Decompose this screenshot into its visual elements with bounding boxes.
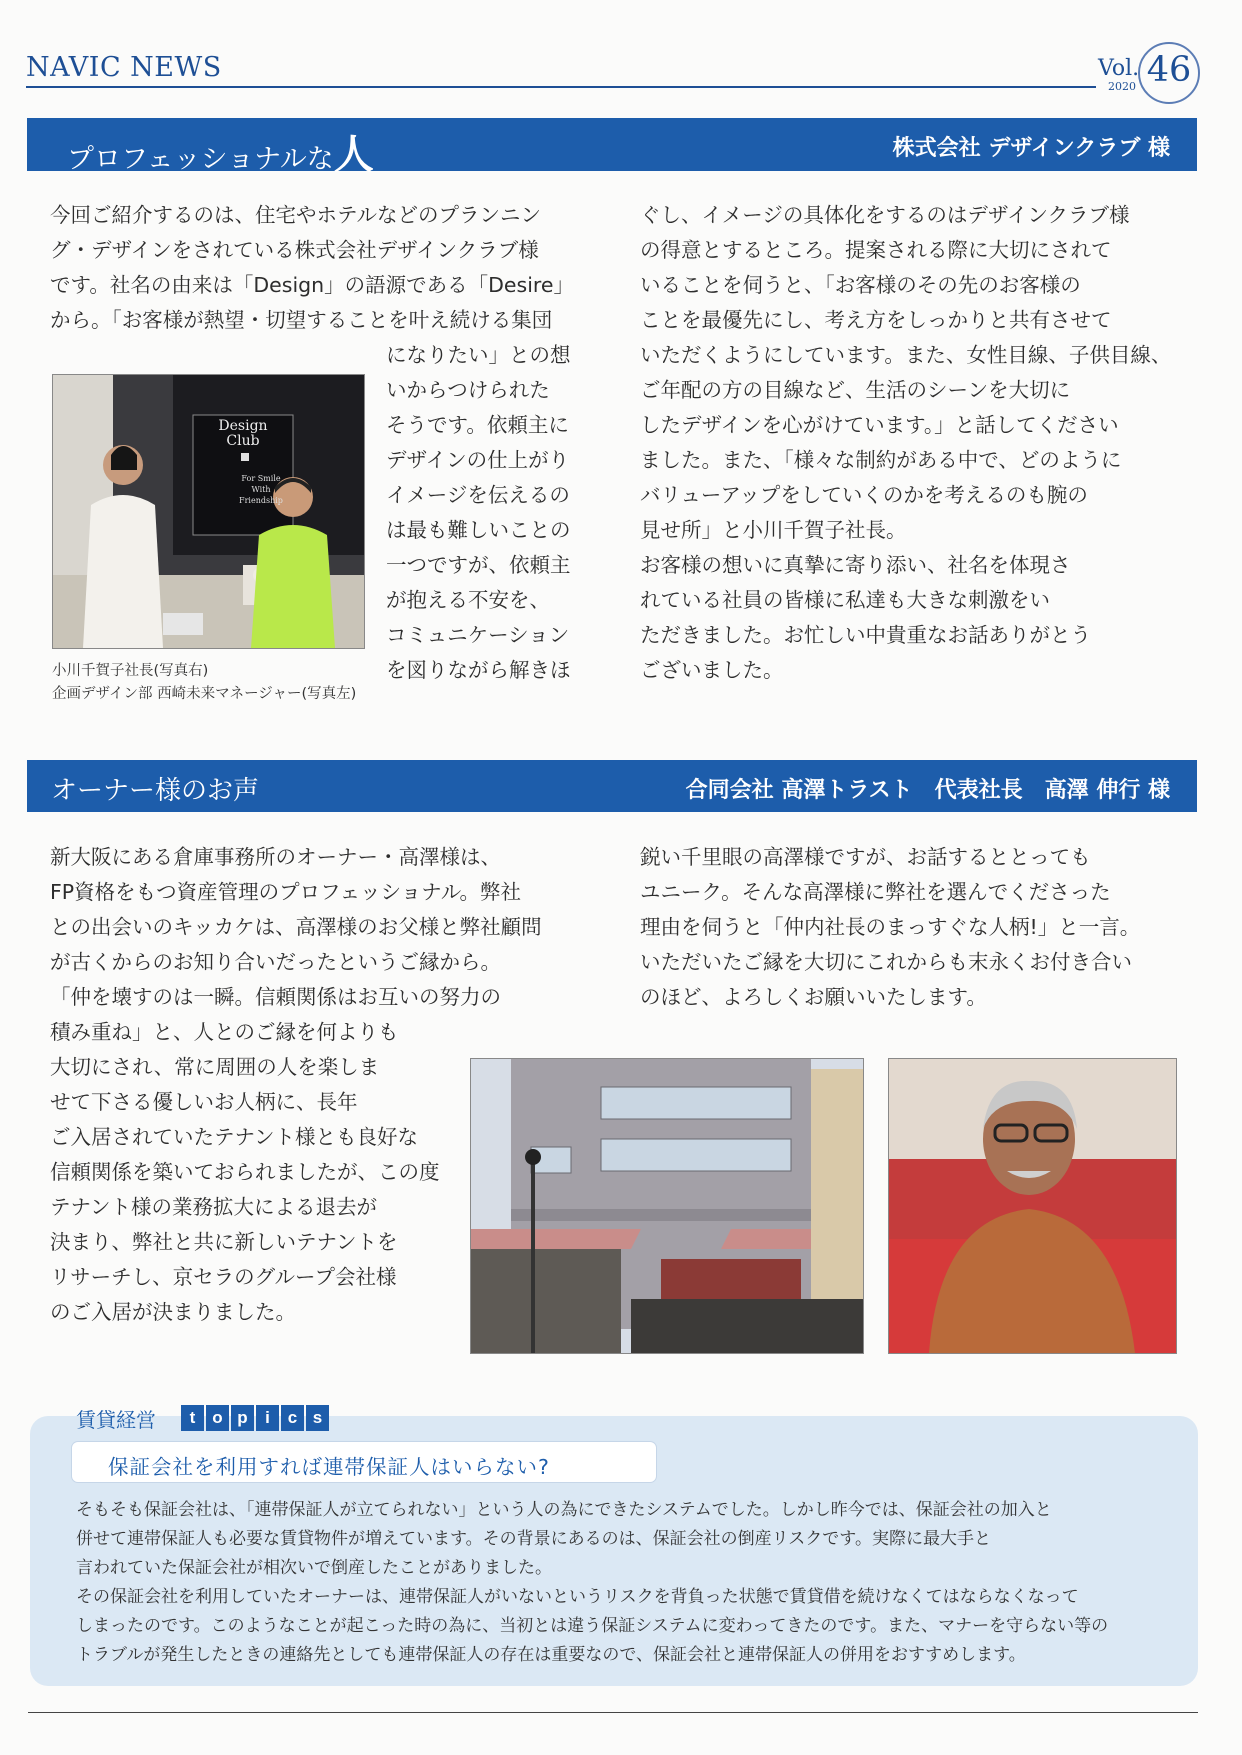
topics-badge-letter: t xyxy=(181,1405,204,1431)
photo-sign-title: Design Club xyxy=(218,418,268,449)
client-name: 合同会社 高澤トラスト 代表社長 高澤 伸行 様 xyxy=(685,777,1170,803)
masthead-title: NAVIC NEWS xyxy=(26,52,222,83)
photo-sign-subtitle: For Smile With Friendship xyxy=(239,474,283,505)
footer-rule xyxy=(28,1712,1198,1713)
volume-label: Vol. xyxy=(1098,56,1140,81)
topics-badge-letter: p xyxy=(231,1405,254,1431)
owner-portrait-photo xyxy=(888,1058,1177,1354)
article1-intro-text: 今回ご紹介するのは、住宅やホテルなどのプランニン グ・デザインをされている株式会社デザインクラブ様 です。社名の由来は「Design」の語源である「Desire」 から。「お客様が熱望・切望することを叶え続ける集団 xyxy=(50,203,575,332)
header-rule xyxy=(26,86,1096,88)
topics-badge-letter: i xyxy=(256,1405,279,1431)
section-banner-professional xyxy=(27,118,1197,178)
article2-intro-text: 新大阪にある倉庫事務所のオーナー・高澤様は、 FP資格をもつ資産管理のプロフェッショナル。弊社 との出会いのキッカケは、高澤様のお父様と弊社顧問 が古くからのお知り合いだったというご縁から。 「仲を壊すのは一瞬。信頼関係はお互いの努力の xyxy=(50,845,542,1009)
client-name: 株式会社 デザインクラブ 様 xyxy=(892,135,1170,161)
section-title: オーナー様のお声 xyxy=(51,776,260,806)
section-title xyxy=(67,123,374,180)
building-photo xyxy=(470,1058,864,1354)
building-photo-illustration xyxy=(471,1059,863,1353)
topics-badge-letter: o xyxy=(206,1405,229,1431)
article1-wrap-text: になりたい」との想 いからつけられた そうです。依頼主に デザインの仕上がり イメージを伝えるの は最も難しいことの 一つですが、依頼主 が抱える不安を、 コミュニケーション を図りながら解きほ xyxy=(386,343,571,682)
volume-number: 46 xyxy=(1146,50,1192,90)
staff-photo-illustration xyxy=(53,375,364,648)
volume-year: 2020 xyxy=(1108,80,1136,93)
article1-right-text: ぐし、イメージの具体化をするのはデザインクラブ様 の得意とするところ。提案される際に大切にされて いることを伺うと、「お客様のその先のお客様の ことを最優先にし、考え方をしっかりと共有させて いただくようにしています。また、女性目線、子供目線、 ご年配の方の目線など、生活のシーンを大切に したデザインを心がけています。」と話してください ました。また、「様々な制約がある中で、どのように バリューアップをしていくのかを考えるのも腕の 見せ所」と小川千賀子社長。 お客様の想いに真摯に寄り添い、社名を体現さ れている社員の皆様に私達も大きな刺激をい ただきました。お忙しい中貴重なお話ありがとう ございました。 xyxy=(640,203,1172,682)
photo-caption: 小川千賀子社長(写真右) 企画デザイン部 西崎未来マネージャー(写真左) xyxy=(52,663,357,702)
section-banner-owner-voice xyxy=(27,760,1197,812)
section-title-prefix: プロフェッショナルな xyxy=(67,144,334,175)
topics-badge-letter: c xyxy=(281,1405,304,1431)
article2-wrap-text: 積み重ね」と、人とのご縁を何よりも 大切にされ、常に周囲の人を楽しま せて下さる優しいお人柄に、長年 ご入居されていたテナント様とも良好な 信頼関係を築いておられましたが、この度 テナント様の業務拡大による退去が 決まり、弊社と共に新しいテナントを リサーチし、京セラのグループ会社様 のご入居が決まりました。 xyxy=(50,1020,440,1324)
owner-portrait-illustration xyxy=(889,1059,1176,1353)
staff-photo xyxy=(52,374,365,649)
topics-badge xyxy=(181,1405,331,1431)
article2-right-text: 鋭い千里眼の高澤様ですが、お話するととっても ユニーク。そんな高澤様に弊社を選んでくださった 理由を伺うと「仲内社長のまっすぐな人柄!」と一言。 いただいたご縁を大切にこれからも末永くお付き合い のほど、よろしくお願いいたします。 xyxy=(640,845,1141,1009)
topics-question: 保証会社を利用すれば連帯保証人はいらない? xyxy=(108,1455,550,1479)
section-title-big: 人 xyxy=(333,131,374,178)
topics-badge-letter: s xyxy=(306,1405,329,1431)
topics-label: 賃貸経営 xyxy=(76,1408,156,1432)
topics-body-text: そもそも保証会社は、「連帯保証人が立てられない」という人の為にできたシステムでした。しかし昨今では、保証会社の加入と 併せて連帯保証人も必要な賃貸物件が増えています。その背景にあるのは、保証会社の倒産リスクです。実際に最大手と 言われていた保証会社が相次いで倒産したことがありました。 その保証会社を利用していたオーナーは、連帯保証人がいないというリスクを背負った状態で賃貸借を続けなくてはならなくなって しまったのです。このようなことが起こった時の為に、当初とは違う保証システムに変わってきたのです。また、マナーを守らない等の トラブルが発生したときの連絡先としても連帯保証人の存在は重要なので、保証会社と連帯保証人の併用をおすすめします。 xyxy=(76,1500,1109,1665)
topics-question-box xyxy=(72,1442,656,1482)
